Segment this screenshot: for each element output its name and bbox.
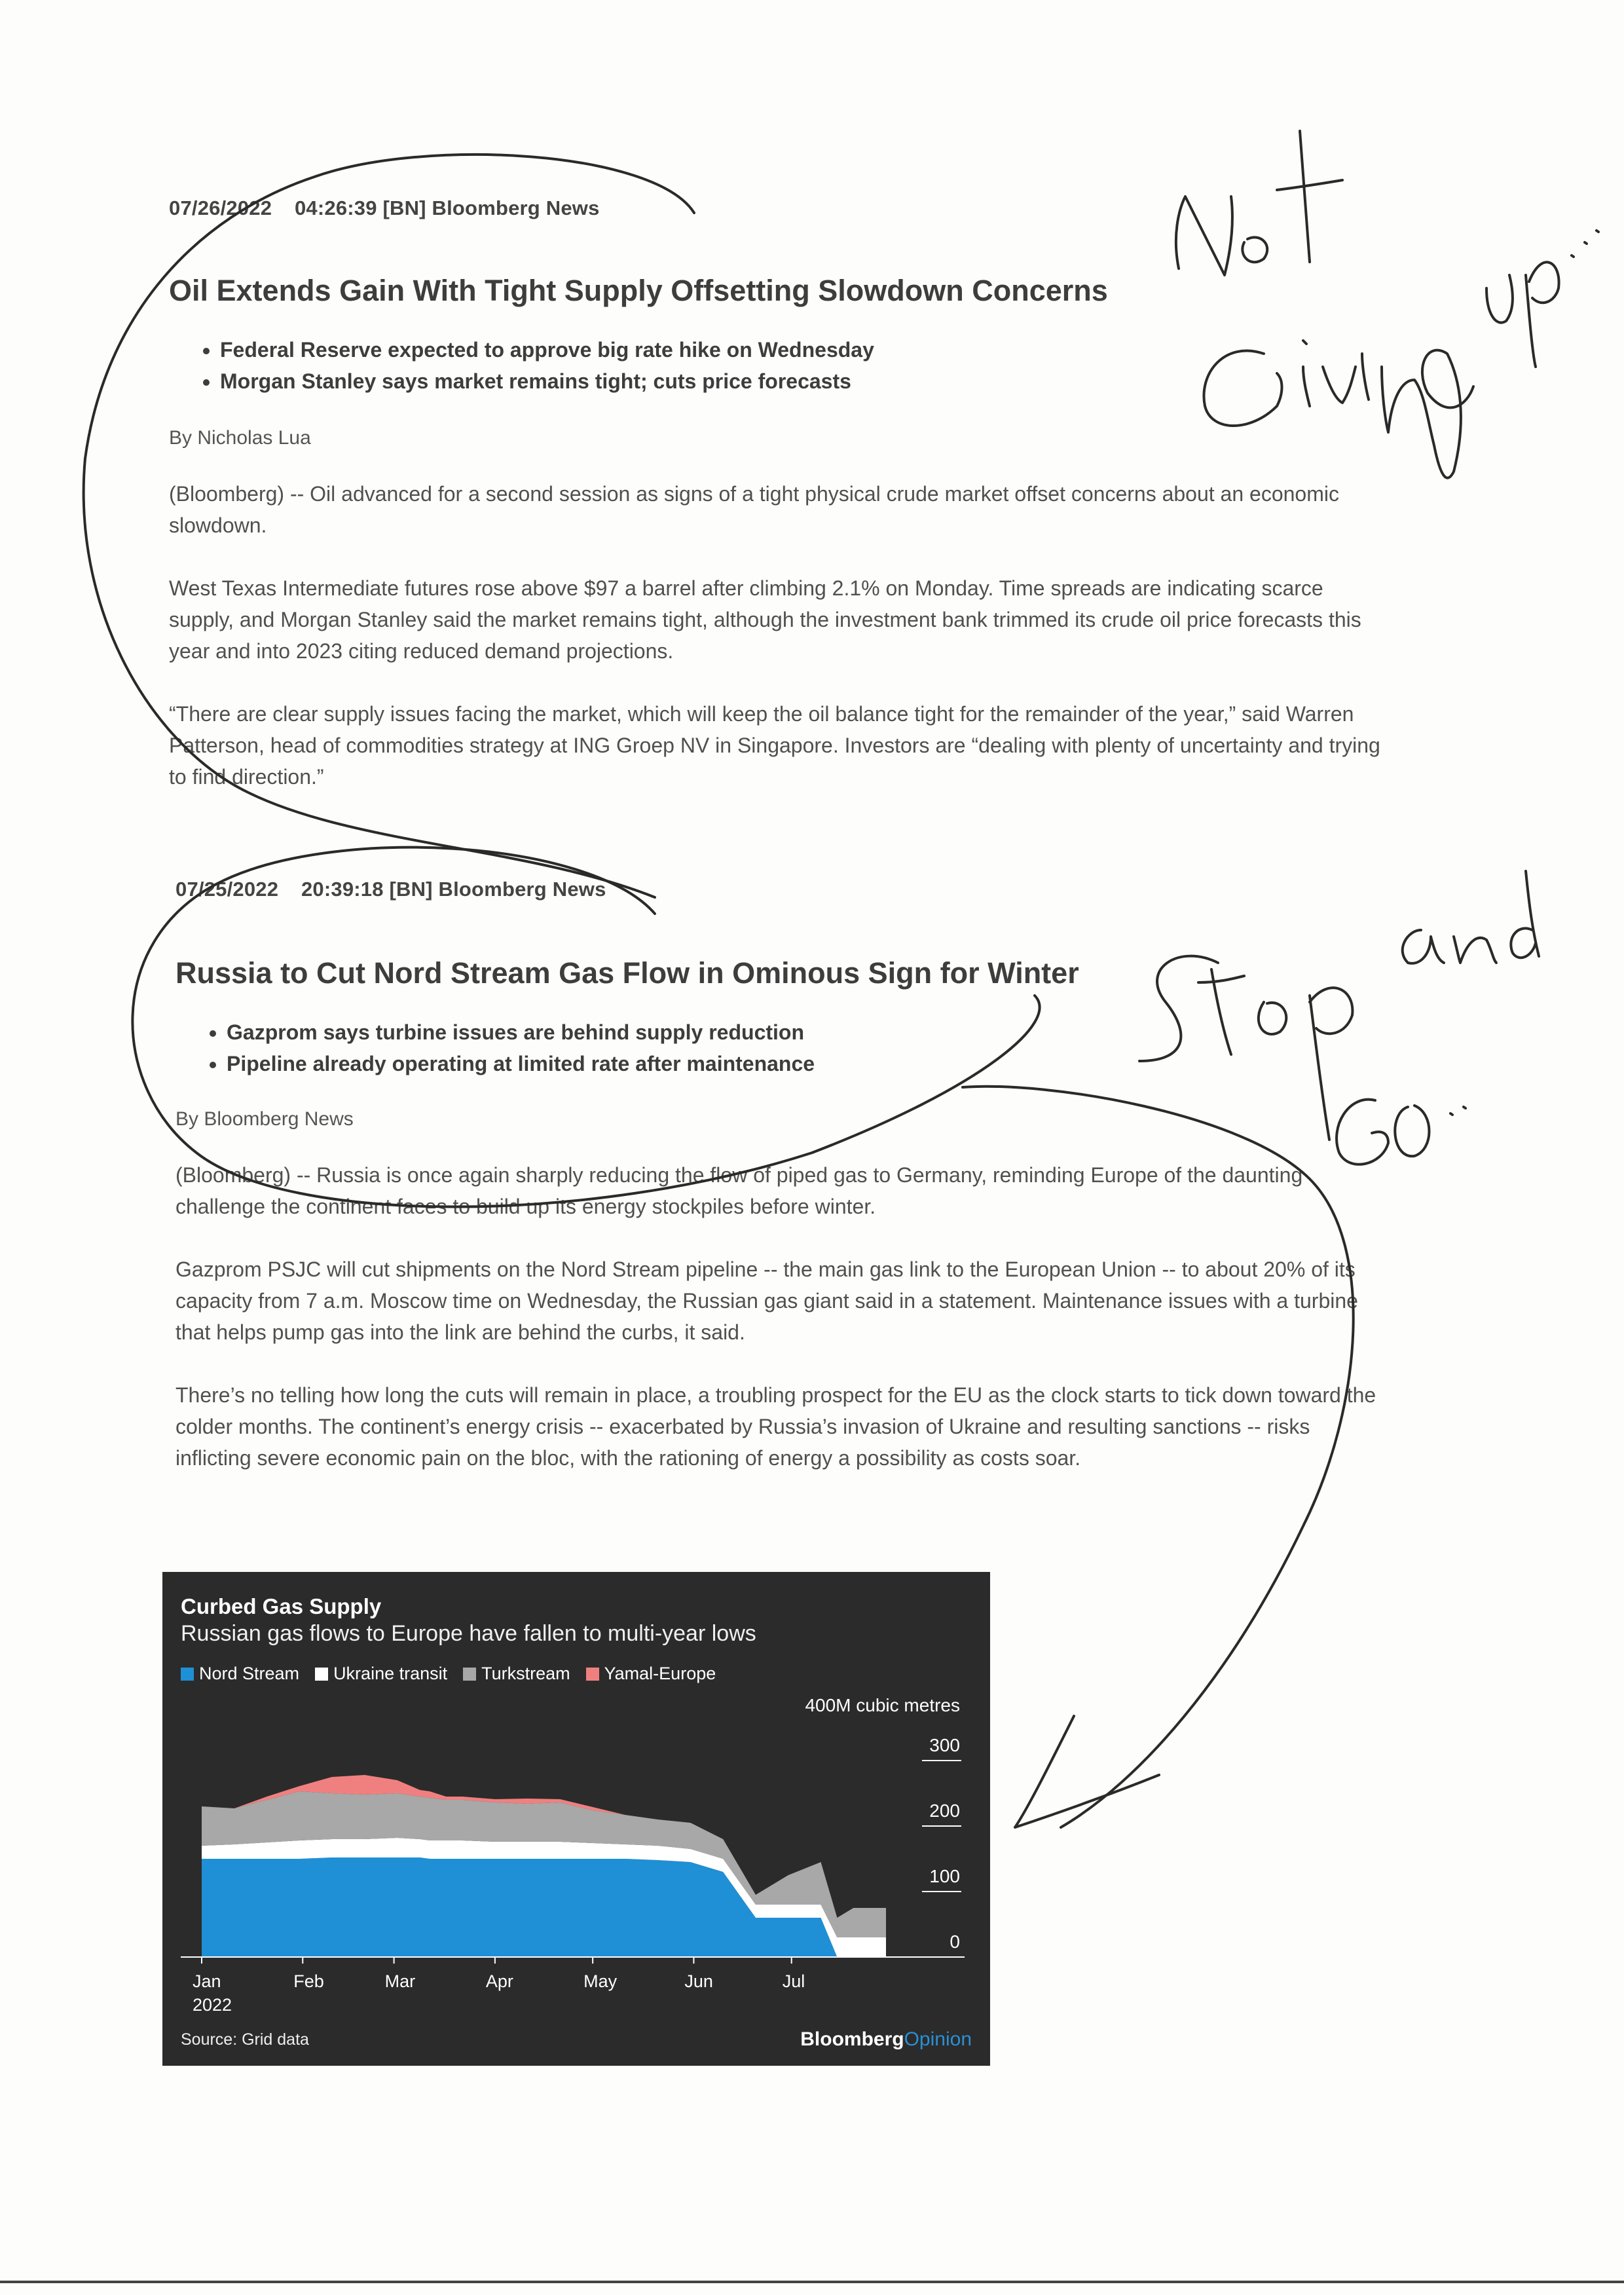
bullet-item: • Morgan Stanley says market remains tight; cuts price forecasts	[220, 365, 1380, 397]
x-tick-label: Mar	[384, 1971, 416, 1991]
article-paragraph: “There are clear supply issues facing the market, which will keep the oil balance tight for the remainder of the year,” said Warren Patterson, head of commodities strategy at ING Groep NV in Singapore. Investors are “dealing with plenty of uncertainty and trying to find direction.”	[169, 702, 1380, 789]
chart-title: Curbed Gas Supply	[181, 1594, 382, 1618]
chart-source: Source: Grid data	[181, 2030, 309, 2049]
article-paragraph: West Texas Intermediate futures rose above $97 a barrel after climbing 2.1% on Monday. Time spreads are indicating scarce supply, and Morgan Stanley said the market remains tight, although the investment bank trimmed its crude oil price forecasts this year and into 2023 citing reduced demand projections.	[169, 576, 1361, 663]
article-headline: Russia to Cut Nord Stream Gas Flow in Ominous Sign for Winter	[175, 956, 1079, 990]
legend-item-nord-stream	[181, 1664, 299, 1684]
article-paragraph: (Bloomberg) -- Russia is once again sharply reducing the flow of piped gas to Germany, reminding Europe of the daunting challenge the continent faces to build up its energy stockpiles before winter.	[175, 1163, 1303, 1218]
ink-word-and	[1403, 871, 1539, 963]
legend-label: Ukraine transit	[333, 1664, 448, 1683]
legend-swatch	[315, 1668, 328, 1681]
ink-arrow-head	[1015, 1716, 1159, 1827]
bullet-item: • Pipeline already operating at limited rate after maintenance	[227, 1048, 1387, 1079]
x-tick-label: Jan	[193, 1971, 221, 1991]
legend-swatch	[586, 1668, 599, 1681]
x-tick-label: Jul	[782, 1971, 805, 1991]
x-tick-label: May	[583, 1971, 618, 1991]
chart-unit-label: 400M cubic metres	[805, 1695, 960, 1715]
article-date: 07/26/2022	[169, 196, 272, 219]
legend-swatch	[463, 1668, 476, 1681]
article-time-source: 04:26:39 [BN] Bloomberg News	[294, 196, 600, 219]
chart-legend	[181, 1664, 731, 1684]
brand-name: Bloomberg	[800, 2028, 904, 2050]
article-nord-stream	[175, 878, 1387, 1474]
y-tick-label: 300	[929, 1735, 960, 1755]
article-bullets	[169, 334, 1380, 397]
x-tick-year-label: 2022	[193, 1995, 232, 2015]
page-bottom-edge	[0, 2281, 1624, 2283]
y-tick-label: 100	[929, 1866, 960, 1886]
article-headline: Oil Extends Gain With Tight Supply Offsetting Slowdown Concerns	[169, 274, 1108, 307]
article-bullets	[175, 1017, 1387, 1079]
gas-supply-chart	[162, 1572, 990, 2066]
legend-item-turkstream	[463, 1664, 570, 1684]
chart-subtitle: Russian gas flows to Europe have fallen to multi-year lows	[181, 1621, 756, 1646]
legend-item-yamal-europe	[586, 1664, 716, 1684]
bullet-item: • Federal Reserve expected to approve big rate hike on Wednesday	[220, 334, 1380, 365]
x-tick-label: Jun	[684, 1971, 713, 1991]
article-paragraph: (Bloomberg) -- Oil advanced for a second session as signs of a tight physical crude market offset concerns about an economic slowdown.	[169, 482, 1339, 537]
article-meta	[175, 878, 1387, 901]
legend-label: Turkstream	[481, 1664, 570, 1683]
article-paragraph: Gazprom PSJC will cut shipments on the Nord Stream pipeline -- the main gas link to the European Union -- to about 20% of its capacity from 7 a.m. Moscow time on Wednesday, the Russian gas giant said in a statement. Maintenance issues with a turbine that helps pump gas into the link are behind the curbs, it said.	[175, 1258, 1358, 1344]
legend-label: Nord Stream	[199, 1664, 300, 1683]
bloomberg-opinion-logo	[800, 2028, 972, 2051]
article-oil	[169, 196, 1380, 793]
y-tick-label: 0	[950, 1931, 960, 1952]
x-tick-label: Feb	[293, 1971, 324, 1991]
article-date: 07/25/2022	[175, 878, 279, 901]
legend-swatch	[181, 1668, 194, 1681]
y-tick-label: 200	[929, 1801, 960, 1821]
article-paragraph: There’s no telling how long the cuts will remain in place, a troubling prospect for the EU as the clock starts to tick down toward the colder months. The continent’s energy crisis -- exacerbated by Russia’s invasion of Ukraine and resulting sanctions -- risks inflicting severe economic pain on the bloc, with the rationing of energy a possibility as costs soar.	[175, 1383, 1376, 1470]
bullet-item: • Gazprom says turbine issues are behind supply reduction	[227, 1017, 1387, 1048]
article-byline: By Bloomberg News	[175, 1108, 354, 1130]
brand-suffix: Opinion	[904, 2028, 972, 2050]
article-byline: By Nicholas Lua	[169, 427, 311, 449]
legend-item-ukraine-transit	[315, 1664, 447, 1684]
article-meta	[169, 196, 1380, 220]
article-time-source: 20:39:18 [BN] Bloomberg News	[301, 878, 606, 901]
legend-label: Yamal-Europe	[604, 1664, 716, 1683]
x-tick-label: Apr	[485, 1971, 513, 1991]
ink-word-up	[1486, 231, 1598, 367]
